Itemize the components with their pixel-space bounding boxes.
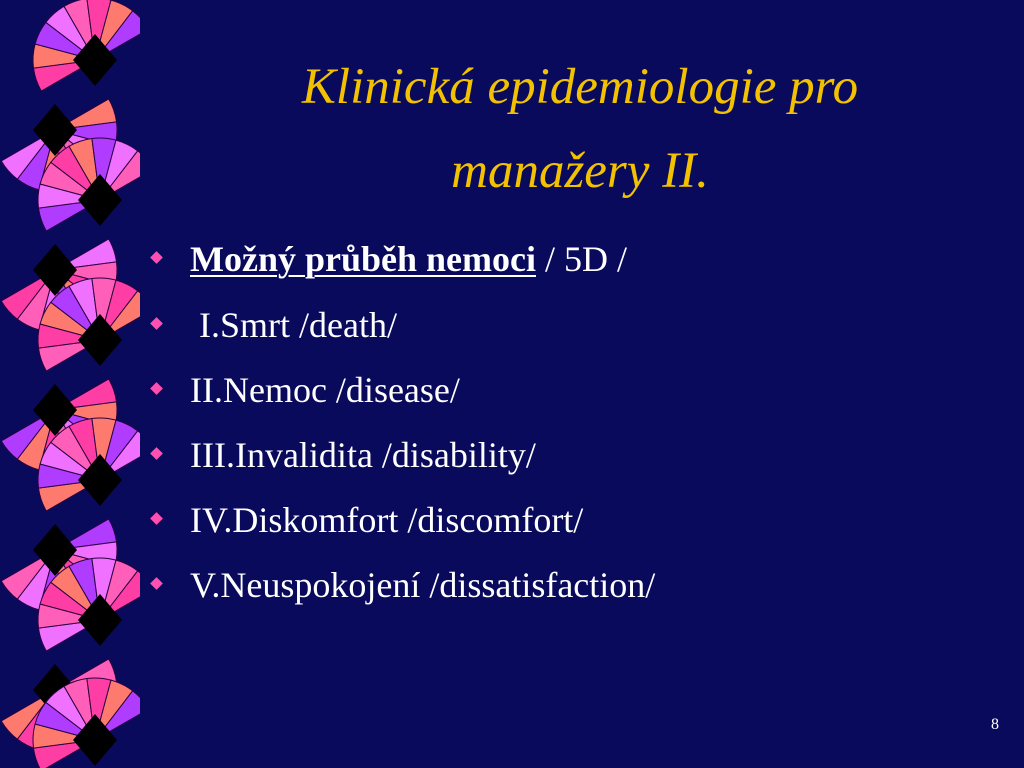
bullet-item xyxy=(190,435,536,475)
title-line-2: manažery II. xyxy=(451,143,709,199)
bullet-text: I.Smrt /death/ xyxy=(190,305,397,345)
diamond-bullet-icon xyxy=(150,382,163,395)
diamond-bullet-icon xyxy=(150,447,163,460)
bullet-text: III.Invalidita /disability/ xyxy=(190,435,536,475)
diamond-bullet-icon xyxy=(150,317,163,330)
page-number: 8 xyxy=(991,716,999,733)
diamond-bullet-icon xyxy=(150,577,163,590)
bullet-item xyxy=(190,305,397,345)
diamond-bullet-icon xyxy=(150,251,163,264)
bullet-item xyxy=(190,500,583,540)
bullet-text: IV.Diskomfort /discomfort/ xyxy=(190,500,584,540)
bullet-text: II.Nemoc /disease/ xyxy=(190,370,460,410)
bullet-item xyxy=(190,239,627,279)
bullet-item xyxy=(190,370,460,410)
diamond-bullet-icon xyxy=(150,512,163,525)
bullet-emphasis: Možný průběh nemoci xyxy=(190,239,536,279)
bullet-item xyxy=(190,565,655,605)
bullet-text: V.Neuspokojení /dissatisfaction/ xyxy=(190,565,656,605)
title-line-1: Klinická epidemiologie pro xyxy=(301,59,859,115)
bullet-text: / 5D / xyxy=(536,239,628,279)
